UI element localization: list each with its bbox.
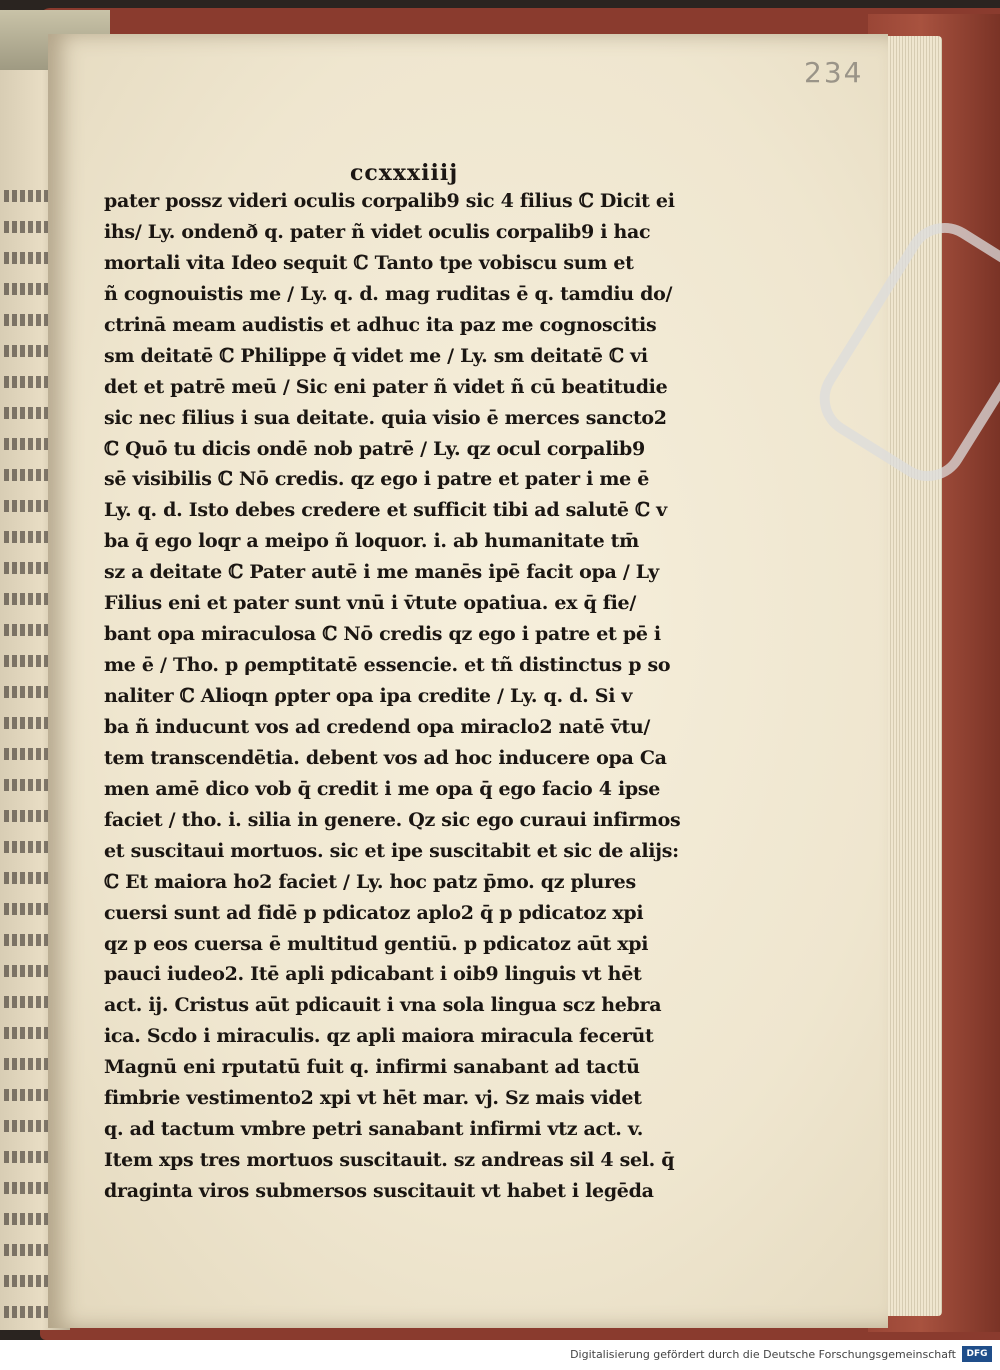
text-line: ica. Scdo i miraculis. qz apli maiora miracula fecerūt [104, 1025, 654, 1048]
dfg-logo: DFG [962, 1346, 992, 1362]
text-line: act. ij. Cristus aūt pdicauit i vna sola lingua scz hebra [104, 994, 662, 1017]
text-line: q. ad tactum vmbre petri sanabant infirmi vtz act. v. [104, 1118, 644, 1141]
text-line: ba ñ inducunt vos ad credend opa miraclo2 natē v̄tu/ [104, 715, 651, 738]
text-line: ihs/ Ly. ondenð q. pater ñ videt oculis corpalib9 i hac [104, 220, 651, 243]
text-line: pauci iudeo2. Itē apli pdicabant i oib9 linguis vt hēt [104, 963, 642, 986]
text-line: et suscitaui mortuos. sic et ipe suscitabit et sic de alijs: [104, 839, 679, 862]
text-line: ñ cognouistis me / Ly. q. d. mag ruditas ē q. tamdiu do/ [104, 282, 673, 305]
text-line: faciet / tho. i. silia in genere. Qz sic ego curaui infirmos [104, 808, 681, 831]
text-line: Filius eni et pater sunt vnū i v̄tute opatiua. ex q̄ fie/ [104, 592, 636, 615]
folio-number: 234 [804, 56, 864, 89]
text-line: ℂ Quō tu dicis ondē nob patrē / Ly. qz ocul corpalib9 [104, 437, 645, 460]
text-line: Magnū eni rputatū fuit q. infirmi sanabant ad tactū [104, 1056, 640, 1079]
text-line: draginta viros submersos suscitauit vt habet i legēda [104, 1180, 654, 1202]
text-line: Item xps tres mortuos suscitauit. sz andreas sil 4 sel. q̄ [104, 1149, 675, 1172]
text-line: det et patrē meū / Sic eni pater ñ videt ñ cū beatitudie [104, 375, 668, 398]
text-line: naliter ℂ Alioqn ρpter opa ipa credite / Ly. q. d. Si v [104, 685, 633, 707]
text-line: men amē dico vob q̄ credit i me opa q̄ ego facio 4 ipse [104, 777, 661, 800]
text-line: sē visibilis ℂ Nō credis. qz ego i patre et pater i me ē [104, 468, 650, 491]
text-line: fimbrie vestimento2 xpi vt hēt mar. vj. Sz mais videt [104, 1087, 642, 1110]
text-line: pater possz videri oculis corpalib9 sic 4 filius ℂ Dicit ei [104, 190, 675, 212]
text-line: Ly. q. d. Isto debes credere et sufficit tibi ad salutē ℂ v [104, 499, 667, 522]
text-block [104, 186, 694, 1207]
text-line: sic nec filius i sua deitate. quia visio ē merces sancto2 [104, 406, 667, 429]
text-line: tem transcendētia. debent vos ad hoc inducere opa Ca [104, 746, 667, 769]
text-line: ctrinā meam audistis et adhuc ita paz me cognoscitis [104, 313, 657, 336]
text-line: sz a deitate ℂ Pater autē i me manēs ipē facit opa / Ly [104, 561, 659, 584]
text-line: ba q̄ ego loqr a meipo ñ loquor. i. ab humanitate tm̄ [104, 530, 639, 553]
footer [0, 1340, 1000, 1370]
text-line: cuersi sunt ad fidē p pdicatoz aplo2 q̄ p pdicatoz xpi [104, 901, 644, 924]
page-heading: ccxxxiiij [350, 160, 459, 186]
text-line: bant opa miraculosa ℂ Nō credis qz ego i patre et pē i [104, 623, 661, 646]
text-line: mortali vita Ideo sequit ℂ Tanto tpe vobiscu sum et [104, 251, 634, 274]
text-line: sm deitatē ℂ Philippe q̄ videt me / Ly. sm deitatē ℂ vi [104, 344, 648, 367]
text-line: ℂ Et maiora ho2 faciet / Ly. hoc patz p̄mo. qz plures [104, 870, 636, 893]
text-line: me ē / Tho. p ρemptitatē essencie. et tñ distinctus p so [104, 654, 671, 677]
text-line: qz p eos cuersa ē multitud gentiū. p pdicatoz aūt xpi [104, 932, 649, 955]
footer-credit: Digitalisierung gefördert durch die Deutsche Forschungsgemeinschaft [570, 1348, 956, 1361]
